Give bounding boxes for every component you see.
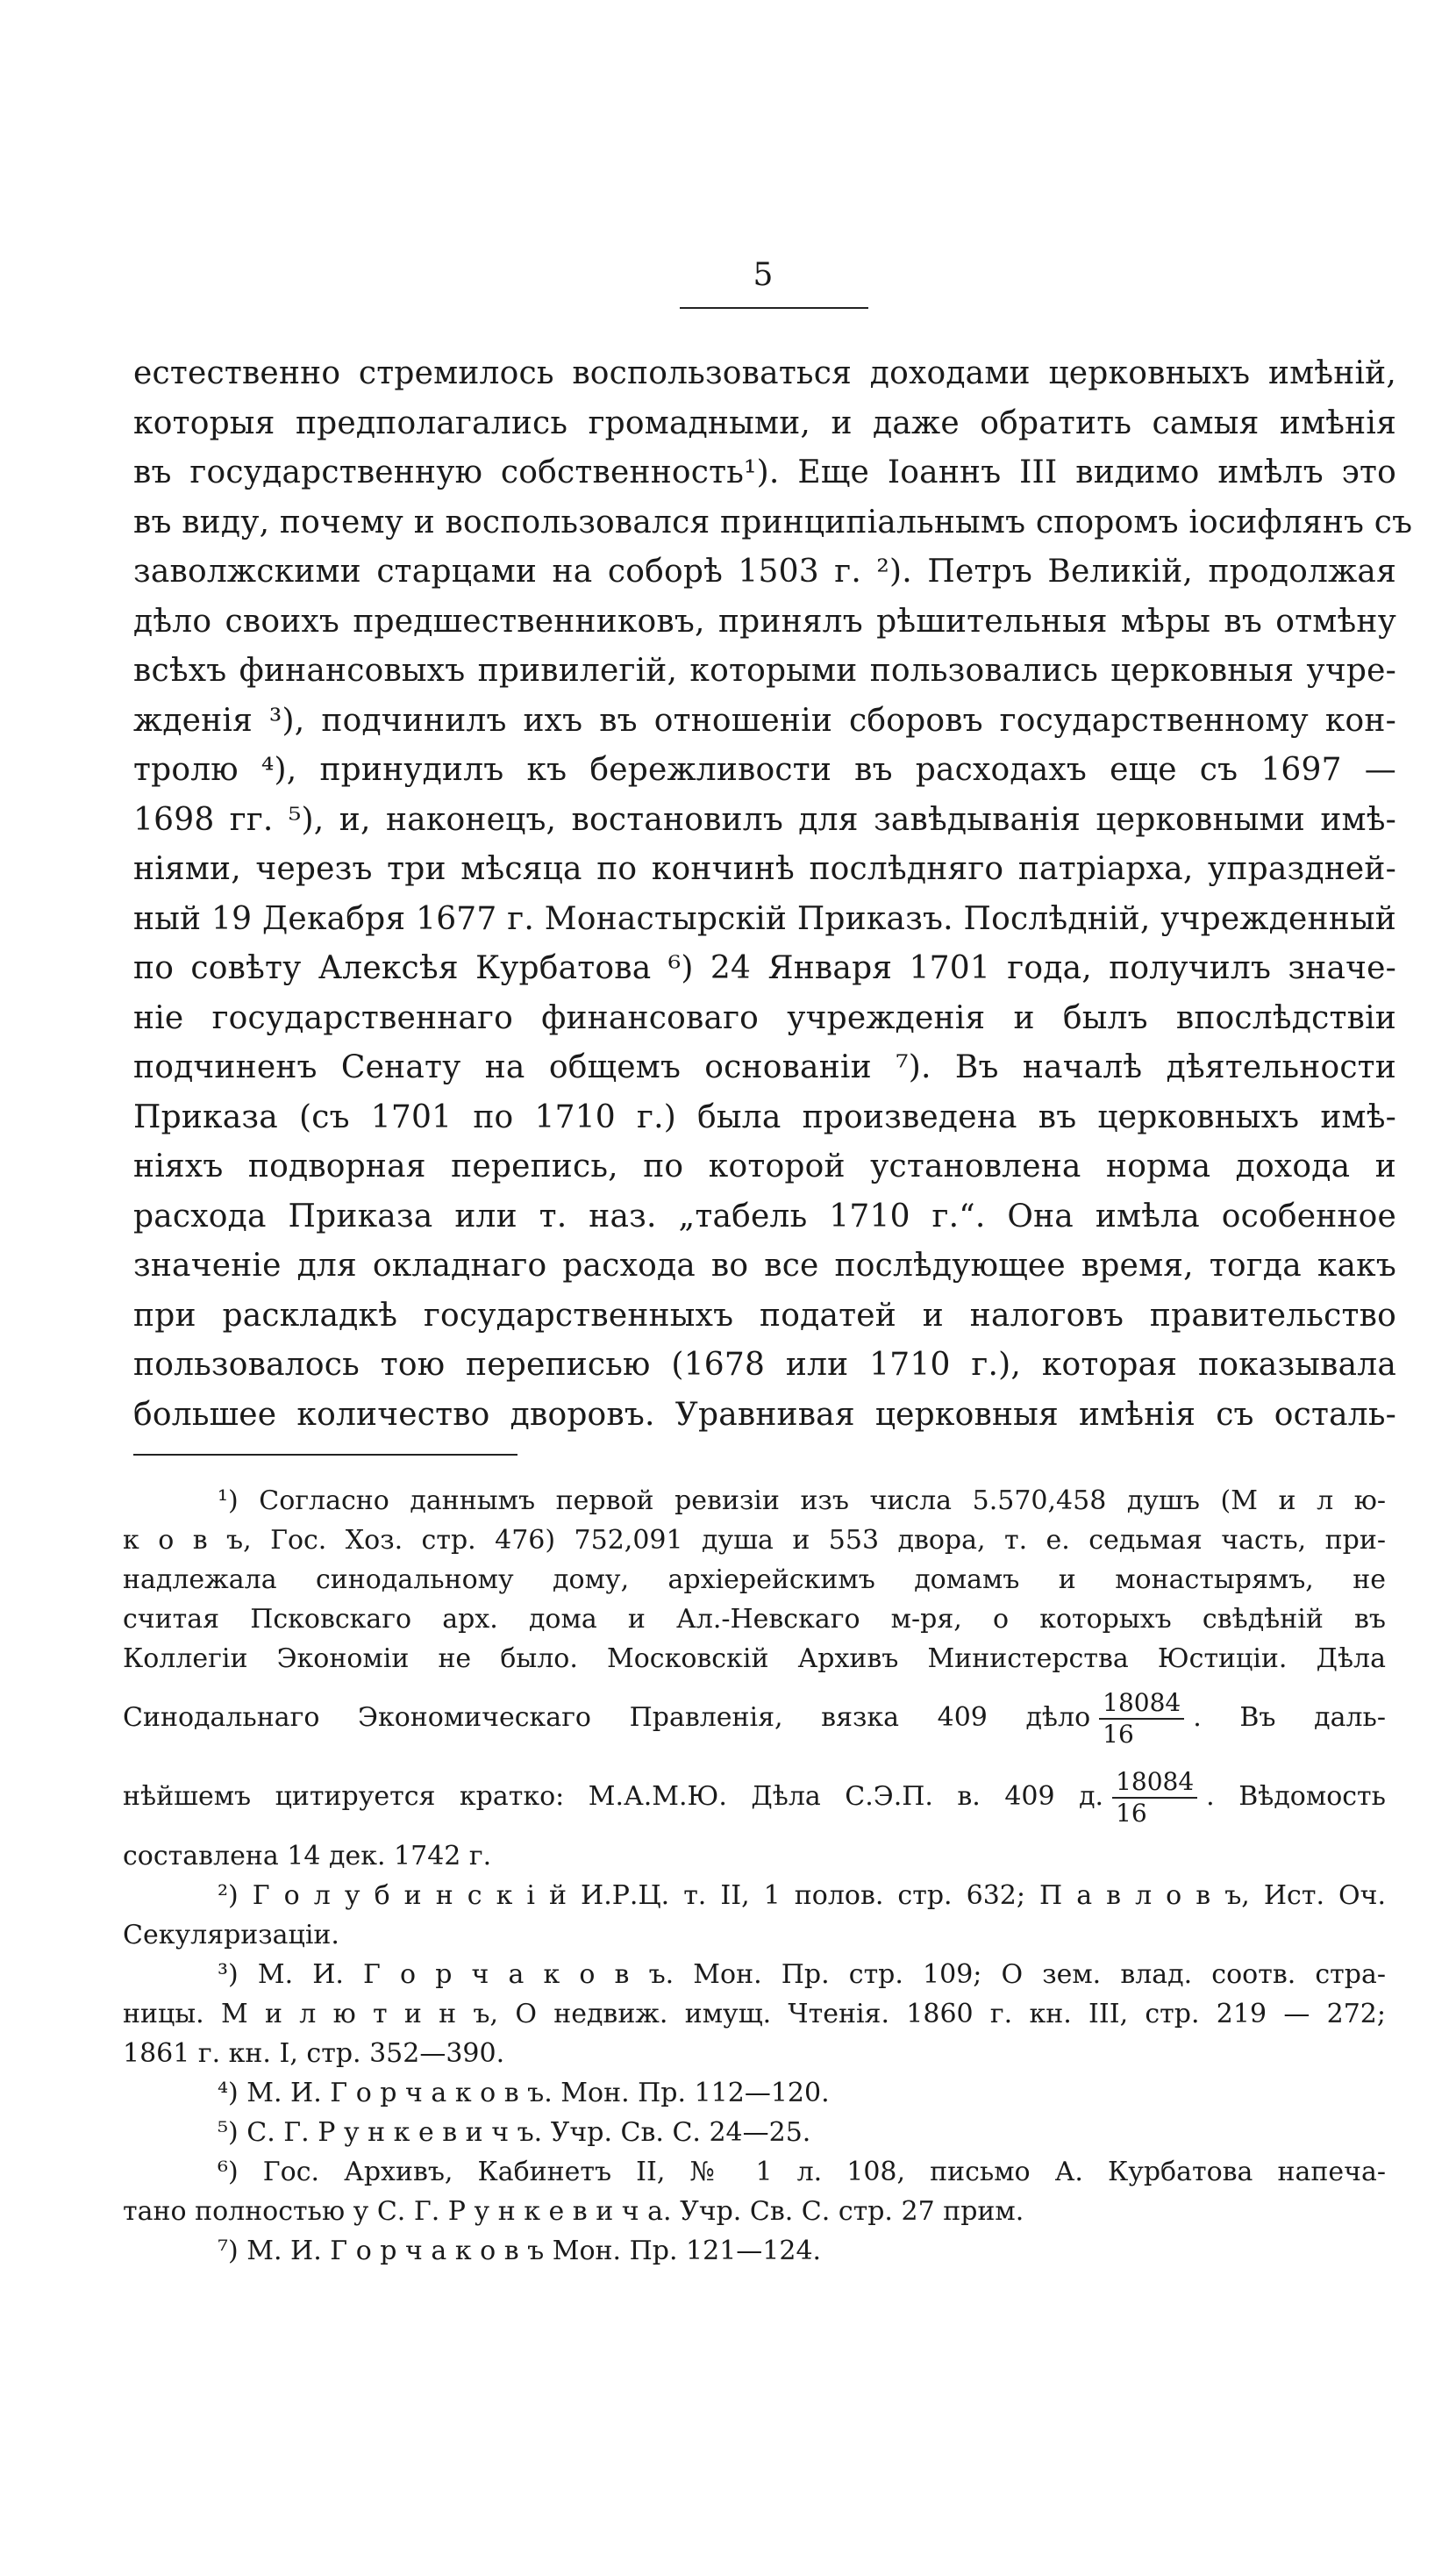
footnote-line: составлена 14 дек. 1742 г.	[123, 1841, 492, 1871]
body-line: въ государственную собственность¹). Еще Іоаннъ III видимо имѣлъ это	[133, 454, 1396, 490]
page-number-rule	[680, 307, 868, 309]
footnote-line: ⁶) Гос. Архивъ, Кабинетъ II, № 1 л. 108, письмо А. Курбатова напеча-	[218, 2157, 1386, 2187]
case-fraction	[1099, 1688, 1184, 1750]
fraction-denominator: 16	[1103, 1720, 1134, 1749]
footnotes	[123, 1481, 1386, 2271]
fraction-numerator: 18084	[1099, 1688, 1184, 1720]
footnote-line: ⁷) М. И. Г о р ч а к о в ъ Мон. Пр. 121—124.	[218, 2236, 822, 2266]
body-line: пользовалось тою переписью (1678 или 1710 г.), которая показывала	[133, 1347, 1396, 1383]
body-line: ніе государственнаго финансоваго учрежденія и былъ впослѣдствіи	[133, 999, 1396, 1036]
body-line: большее количество дворовъ. Уравнивая церковныя имѣнія съ осталь-	[133, 1396, 1396, 1433]
body-line: расхода Приказа или т. наз. „табель 1710 г.“. Она имѣла особенное	[133, 1198, 1396, 1234]
footnote-4	[123, 2073, 1386, 2113]
body-line: которыя предполагались громадными, и даже обратить самыя имѣнія	[133, 404, 1396, 441]
body-line: тролю ⁴), принудилъ къ бережливости въ расходахъ еще съ 1697 —	[133, 752, 1396, 788]
main-body-text	[133, 349, 1413, 1440]
footnote-text: . Вѣдомость	[1206, 1781, 1386, 1812]
body-line: подчиненъ Сенату на общемъ основаніи ⁷). Въ началѣ дѣятельности	[133, 1049, 1396, 1085]
body-line: заволжскими старцами на соборѣ 1503 г. ²). Петръ Великій, продолжая	[133, 554, 1396, 590]
body-line: ніями, черезъ три мѣсяца по кончинѣ послѣдняго патріарха, упраздней-	[133, 851, 1396, 887]
fraction-denominator: 16	[1116, 1799, 1147, 1828]
footnote-1	[123, 1481, 1386, 1876]
footnote-line-with-fraction	[123, 1757, 1386, 1836]
page-number: 5	[753, 257, 774, 293]
footnote-6	[123, 2152, 1386, 2231]
footnote-separator	[133, 1454, 517, 1456]
body-line: Приказа (съ 1701 по 1710 г.) была произведена въ церковныхъ имѣ-	[133, 1098, 1396, 1135]
footnote-line: ⁴) М. И. Г о р ч а к о в ъ. Мон. Пр. 112—120.	[218, 2078, 830, 2108]
footnote-line: ¹) Согласно даннымъ первой ревизіи изъ числа 5.570,458 душъ (М и л ю-	[218, 1485, 1386, 1516]
footnote-line: ⁵) С. Г. Р у н к е в и ч ъ. Учр. Св. С. 24—25.	[218, 2117, 811, 2148]
body-line: значеніе для окладнаго расхода во все послѣдующее время, тогда какъ	[133, 1248, 1396, 1284]
footnote-line: ³) М. И. Г о р ч а к о в ъ. Мон. Пр. стр. 109; О зем. влад. соотв. стра-	[218, 1959, 1386, 1990]
footnote-text: нѣйшемъ цитируется кратко: М.А.М.Ю. Дѣла С.Э.П. в. 409 д.	[123, 1781, 1104, 1812]
case-fraction	[1112, 1767, 1197, 1828]
footnote-3	[123, 1955, 1386, 2073]
body-line: ніяхъ подворная перепись, по которой установлена норма дохода и	[133, 1149, 1396, 1184]
footnote-line: Секуляризаціи.	[123, 1920, 339, 1950]
body-line: всѣхъ финансовыхъ привилегій, которыми пользовались церковныя учре-	[133, 653, 1396, 689]
footnote-5	[123, 2113, 1386, 2152]
footnote-line: считая Псковскаго арх. дома и Ал.-Невскаго м-ря, о которыхъ свѣдѣній въ	[123, 1604, 1386, 1635]
body-line: ный 19 Декабря 1677 г. Монастырскій Приказъ. Послѣдній, учрежденный	[133, 900, 1396, 937]
body-line: 1698 гг. ⁵), и, наконецъ, востановилъ для завѣдыванія церковными имѣ-	[133, 801, 1396, 838]
footnote-7	[123, 2231, 1386, 2271]
footnote-line: тано полностью у С. Г. Р у н к е в и ч а. Учр. Св. С. стр. 27 прим.	[123, 2196, 1024, 2227]
body-line: дѣло своихъ предшественниковъ, принялъ рѣшительныя мѣры въ отмѣну	[133, 603, 1396, 640]
footnote-line: надлежала синодальному дому, архіерейскимъ домамъ и монастырямъ, не	[123, 1564, 1386, 1595]
footnote-text: . Въ даль-	[1193, 1702, 1386, 1733]
footnote-text: Синодальнаго Экономическаго Правленія, вязка 409 дѣло	[123, 1702, 1091, 1733]
body-line: въ виду, почему и воспользовался принципіальнымъ споромъ іосифлянъ съ	[133, 504, 1413, 540]
footnote-line: к о в ъ, Гос. Хоз. стр. 476) 752,091 душа и 553 двора, т. е. седьмая часть, при-	[123, 1525, 1386, 1556]
body-line: по совѣту Алексѣя Курбатова ⁶) 24 Января 1701 года, получилъ значе-	[133, 950, 1396, 986]
footnote-line-with-fraction	[123, 1678, 1386, 1757]
footnote-line: ²) Г о л у б и н с к і й И.Р.Ц. т. II, 1 полов. стр. 632; П а в л о в ъ, Ист. Оч.	[218, 1880, 1386, 1911]
body-line: жденія ³), подчинилъ ихъ въ отношеніи сборовъ государственному кон-	[133, 702, 1396, 739]
body-line: при раскладкѣ государственныхъ податей и налоговъ правительство	[133, 1297, 1396, 1334]
body-line: естественно стремилось воспользоваться доходами церковныхъ имѣній,	[133, 355, 1396, 391]
footnote-line: 1861 г. кн. I, стр. 352—390.	[123, 2038, 505, 2069]
footnote-line: ницы. М и л ю т и н ъ, О недвиж. имущ. Чтенія. 1860 г. кн. III, стр. 219 — 272;	[123, 1999, 1386, 2029]
footnote-line: Коллегіи Экономіи не было. Московскій Архивъ Министерства Юстиціи. Дѣла	[123, 1643, 1386, 1674]
footnote-2	[123, 1876, 1386, 1955]
fraction-numerator: 18084	[1112, 1767, 1197, 1799]
